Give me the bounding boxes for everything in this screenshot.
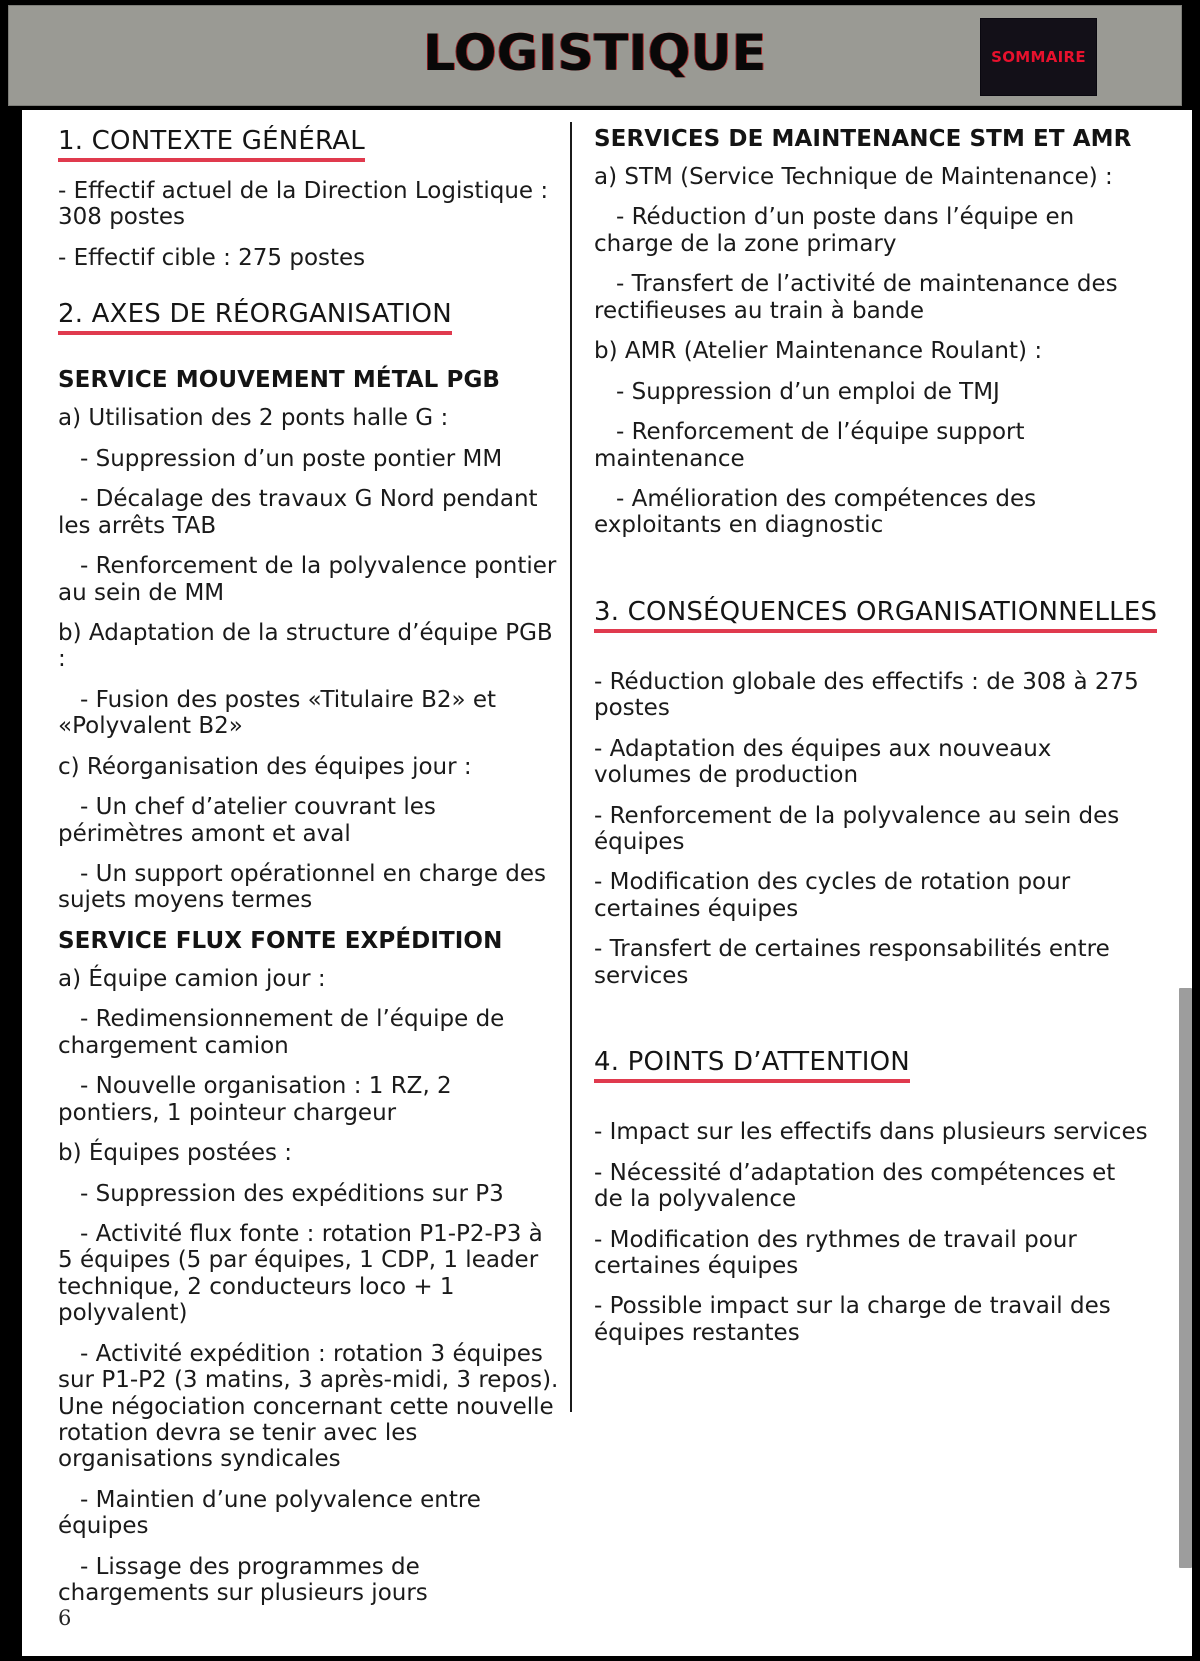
sommaire-button-label: SOMMAIRE — [991, 48, 1086, 66]
stm-item: - Transfert de l’activité de maintenance des rectifieuses au train à bande — [594, 271, 1118, 324]
pgb-b-label: b) Adaptation de la structure d’équipe PGB : — [58, 619, 553, 673]
flux-a-label: a) Équipe camion jour : — [58, 965, 326, 992]
page-sheet — [22, 110, 1178, 1656]
amr-item: - Suppression d’un emploi de TMJ — [616, 378, 1000, 405]
pgb-a-item: - Suppression d’un poste pontier MM — [80, 445, 503, 472]
left-column — [22, 110, 570, 1607]
stm-item: - Réduction d’un poste dans l’équipe en charge de la zone primary — [594, 204, 1075, 257]
section-4-item: - Possible impact sur la charge de travail des équipes restantes — [594, 1293, 1111, 1346]
flux-b-label: b) Équipes postées : — [58, 1140, 293, 1167]
page-title: LOGISTIQUE — [423, 23, 767, 82]
flux-b-item: - Activité flux fonte : rotation P1-P2-P3 à 5 équipes (5 par équipes, 1 CDP, 1 leader technique, 2 conducteurs loco + 1 polyvalent) — [58, 1220, 543, 1327]
flux-b-item: - Lissage des programmes de chargements sur plusieurs jours — [58, 1553, 428, 1607]
section-2-heading: 2. AXES DE RÉORGANISATION — [58, 299, 452, 335]
pgb-a-item: - Décalage des travaux G Nord pendant les arrêts TAB — [58, 486, 538, 539]
pgb-a-label: a) Utilisation des 2 ponts halle G : — [58, 405, 449, 432]
pgb-c-item: - Un support opérationnel en charge des sujets moyens termes — [58, 861, 547, 914]
service-pgb-heading: SERVICE MOUVEMENT MÉTAL PGB — [58, 367, 501, 394]
section-3-heading: 3. CONSÉQUENCES ORGANISATIONNELLES — [594, 597, 1157, 633]
sommaire-button[interactable] — [980, 18, 1097, 96]
flux-a-item: - Redimensionnement de l’équipe de chargement camion — [58, 1006, 505, 1059]
section-3-item: - Modification des cycles de rotation pour certaines équipes — [594, 869, 1071, 922]
section-3-item: - Transfert de certaines responsabilités entre services — [594, 936, 1110, 989]
section-4-item: - Nécessité d’adaptation des compétences et de la polyvalence — [594, 1159, 1116, 1213]
pgb-c-label: c) Réorganisation des équipes jour : — [58, 753, 472, 780]
section-4-heading: 4. POINTS D’ATTENTION — [594, 1047, 910, 1083]
pgb-b-item: - Fusion des postes «Titulaire B2» et «Polyvalent B2» — [58, 686, 497, 740]
section-1-item: - Effectif actuel de la Direction Logistique : 308 postes — [58, 178, 549, 231]
section-4-item: - Impact sur les effectifs dans plusieurs services — [594, 1119, 1148, 1146]
section-1-item: - Effectif cible : 275 postes — [58, 244, 366, 271]
section-4-item: - Modification des rythmes de travail pour certaines équipes — [594, 1226, 1077, 1279]
pgb-c-item: - Un chef d’atelier couvrant les périmètres amont et aval — [58, 794, 436, 847]
flux-a-item: - Nouvelle organisation : 1 RZ, 2 pontiers, 1 pointeur chargeur — [58, 1073, 452, 1126]
right-column — [572, 110, 1178, 1490]
two-column-body — [22, 110, 1178, 1607]
stm-label: a) STM (Service Technique de Maintenance) : — [594, 164, 1113, 190]
section-3-item: - Renforcement de la polyvalence au sein des équipes — [594, 802, 1120, 855]
flux-b-item: - Activité expédition : rotation 3 équipes sur P1-P2 (3 matins, 3 après-midi, 3 repos). Une négociation concernant cette nouvelle rotation devra se tenir avec les organisations syndicales — [58, 1340, 559, 1473]
flux-b-item: - Maintien d’une polyvalence entre équipes — [58, 1486, 481, 1540]
section-3-item: - Adaptation des équipes aux nouveaux volumes de production — [594, 735, 1052, 789]
header-band — [8, 5, 1182, 106]
maintenance-heading: SERVICES DE MAINTENANCE STM ET AMR — [594, 126, 1132, 152]
section-1-heading: 1. CONTEXTE GÉNÉRAL — [58, 126, 365, 162]
amr-item: - Renforcement de l’équipe support maintenance — [594, 419, 1025, 472]
page-number: 6 — [58, 1606, 72, 1630]
pgb-a-item: - Renforcement de la polyvalence pontier au sein de MM — [58, 553, 557, 606]
scrollbar-thumb[interactable] — [1179, 988, 1192, 1568]
flux-b-item: - Suppression des expéditions sur P3 — [80, 1180, 504, 1207]
service-flux-heading: SERVICE FLUX FONTE EXPÉDITION — [58, 927, 503, 954]
section-3-item: - Réduction globale des effectifs : de 308 à 275 postes — [594, 668, 1139, 722]
amr-label: b) AMR (Atelier Maintenance Roulant) : — [594, 338, 1043, 365]
amr-item: - Amélioration des compétences des exploitants en diagnostic — [594, 485, 1037, 539]
